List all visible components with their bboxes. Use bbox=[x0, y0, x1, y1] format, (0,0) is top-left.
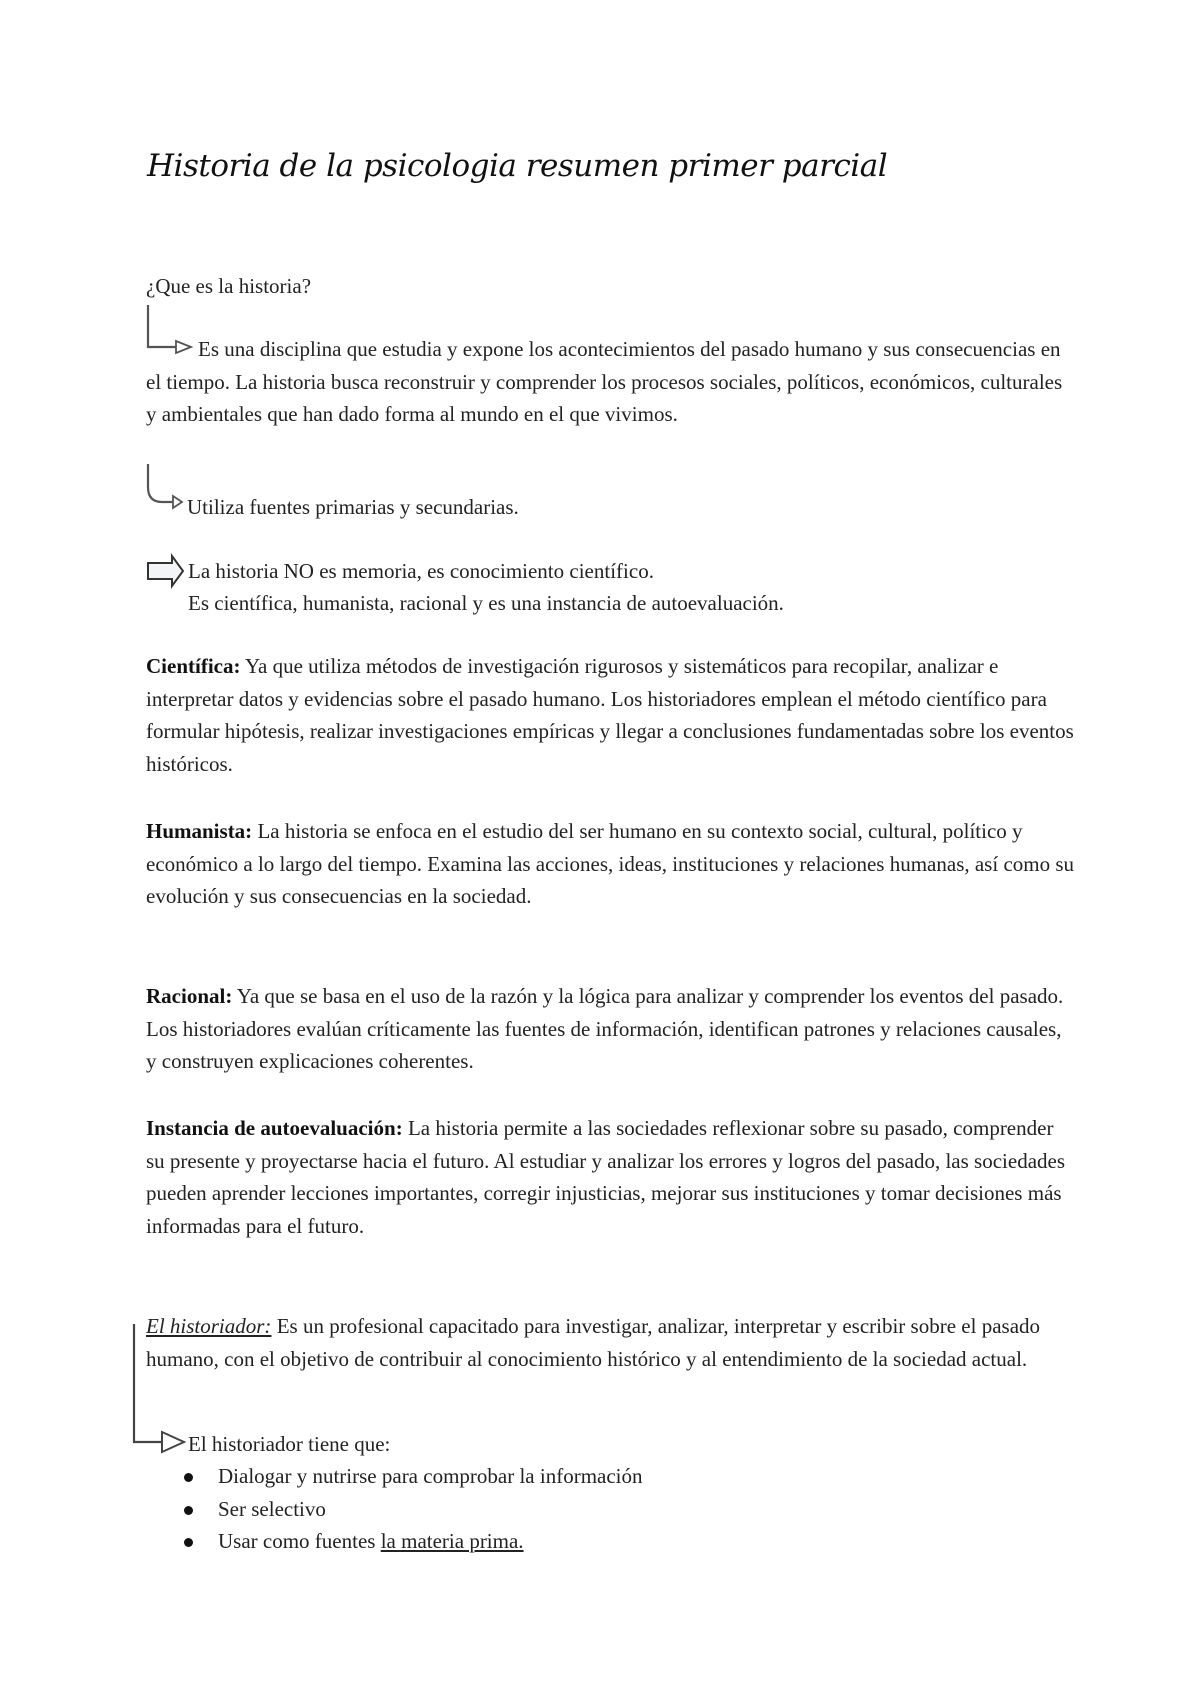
bullet-icon bbox=[184, 1473, 193, 1482]
connector-arrow-icon bbox=[126, 1322, 192, 1458]
historiador-duties-list bbox=[180, 1460, 643, 1558]
section-label: Humanista: bbox=[146, 819, 253, 843]
historiador-label: El historiador: bbox=[146, 1314, 272, 1338]
historiador-paragraph bbox=[146, 1310, 1076, 1375]
section-text: La historia permite a las sociedades reflexionar sobre su pasado, comprender su presente y proyectarse hacia el futuro. Al estudiar y analizar los errores y logros del pasado, las sociedades pueden aprender lecciones importantes, corregir injusticias, mejorar sus instituciones y tomar decisiones más informadas para el futuro. bbox=[146, 1116, 1066, 1238]
qualities-line: Es científica, humanista, racional y es una instancia de autoevaluación. bbox=[188, 591, 784, 615]
block-arrow-icon bbox=[146, 554, 186, 588]
historiador-text: Es un profesional capacitado para investigar, analizar, interpretar y escribir sobre el pasado humano, con el objetivo de contribuir al conocimiento histórico y al entendimiento de la sociedad actual. bbox=[146, 1314, 1041, 1371]
section-label: Racional: bbox=[146, 984, 233, 1008]
section-cientifica bbox=[146, 650, 1076, 780]
bullet-icon bbox=[184, 1506, 193, 1515]
section-humanista bbox=[146, 815, 1076, 913]
list-item: Ser selectivo bbox=[180, 1493, 643, 1526]
document-title: Historia de la psicologia resumen primer parcial bbox=[147, 148, 888, 184]
section-text: Ya que se basa en el uso de la razón y la lógica para analizar y comprender los eventos del pasado. Los historiadores evalúan críticamente las fuentes de información, identifican patrones y relaciones causales, y construyen explicaciones coherentes. bbox=[146, 984, 1064, 1073]
section-racional bbox=[146, 980, 1076, 1078]
underlined-term: la materia prima. bbox=[380, 1529, 524, 1553]
not-memory-line: La historia NO es memoria, es conocimiento científico. bbox=[188, 559, 654, 583]
list-item: Dialogar y nutrirse para comprobar la información bbox=[180, 1460, 643, 1493]
section-text: Ya que utiliza métodos de investigación rigurosos y sistemáticos para recopilar, analizar e interpretar datos y evidencias sobre el pasado humano. Los historiadores emplean el método científico para formular hipótesis, realizar investigaciones empíricas y llegar a conclusiones fundamentadas sobre los eventos históricos. bbox=[146, 654, 1074, 776]
list-item: Usar como fuentes la materia prima. bbox=[180, 1525, 643, 1558]
section-text: La historia se enfoca en el estudio del ser humano en su contexto social, cultural, político y económico a lo largo del tiempo. Examina las acciones, ideas, instituciones y relaciones humanas, así como su evolución y sus consecuencias en la sociedad. bbox=[146, 819, 1075, 908]
historiador-must-intro: El historiador tiene que: bbox=[188, 1432, 391, 1456]
sources-line: Utiliza fuentes primarias y secundarias. bbox=[187, 495, 519, 519]
definition-paragraph: Es una disciplina que estudia y expone los acontecimientos del pasado humano y sus consecuencias en el tiempo. La historia busca reconstruir y comprender los procesos sociales, políticos, económicos, culturales y ambientales que han dado forma al mundo en el que vivimos. bbox=[146, 337, 1063, 426]
section-label: Científica: bbox=[146, 654, 241, 678]
section-autoevaluacion bbox=[146, 1112, 1076, 1242]
bullet-icon bbox=[184, 1538, 193, 1547]
connector-arrow-icon bbox=[140, 462, 190, 510]
section-label: Instancia de autoevaluación: bbox=[146, 1116, 403, 1140]
question-heading: ¿Que es la historia? bbox=[146, 274, 312, 298]
